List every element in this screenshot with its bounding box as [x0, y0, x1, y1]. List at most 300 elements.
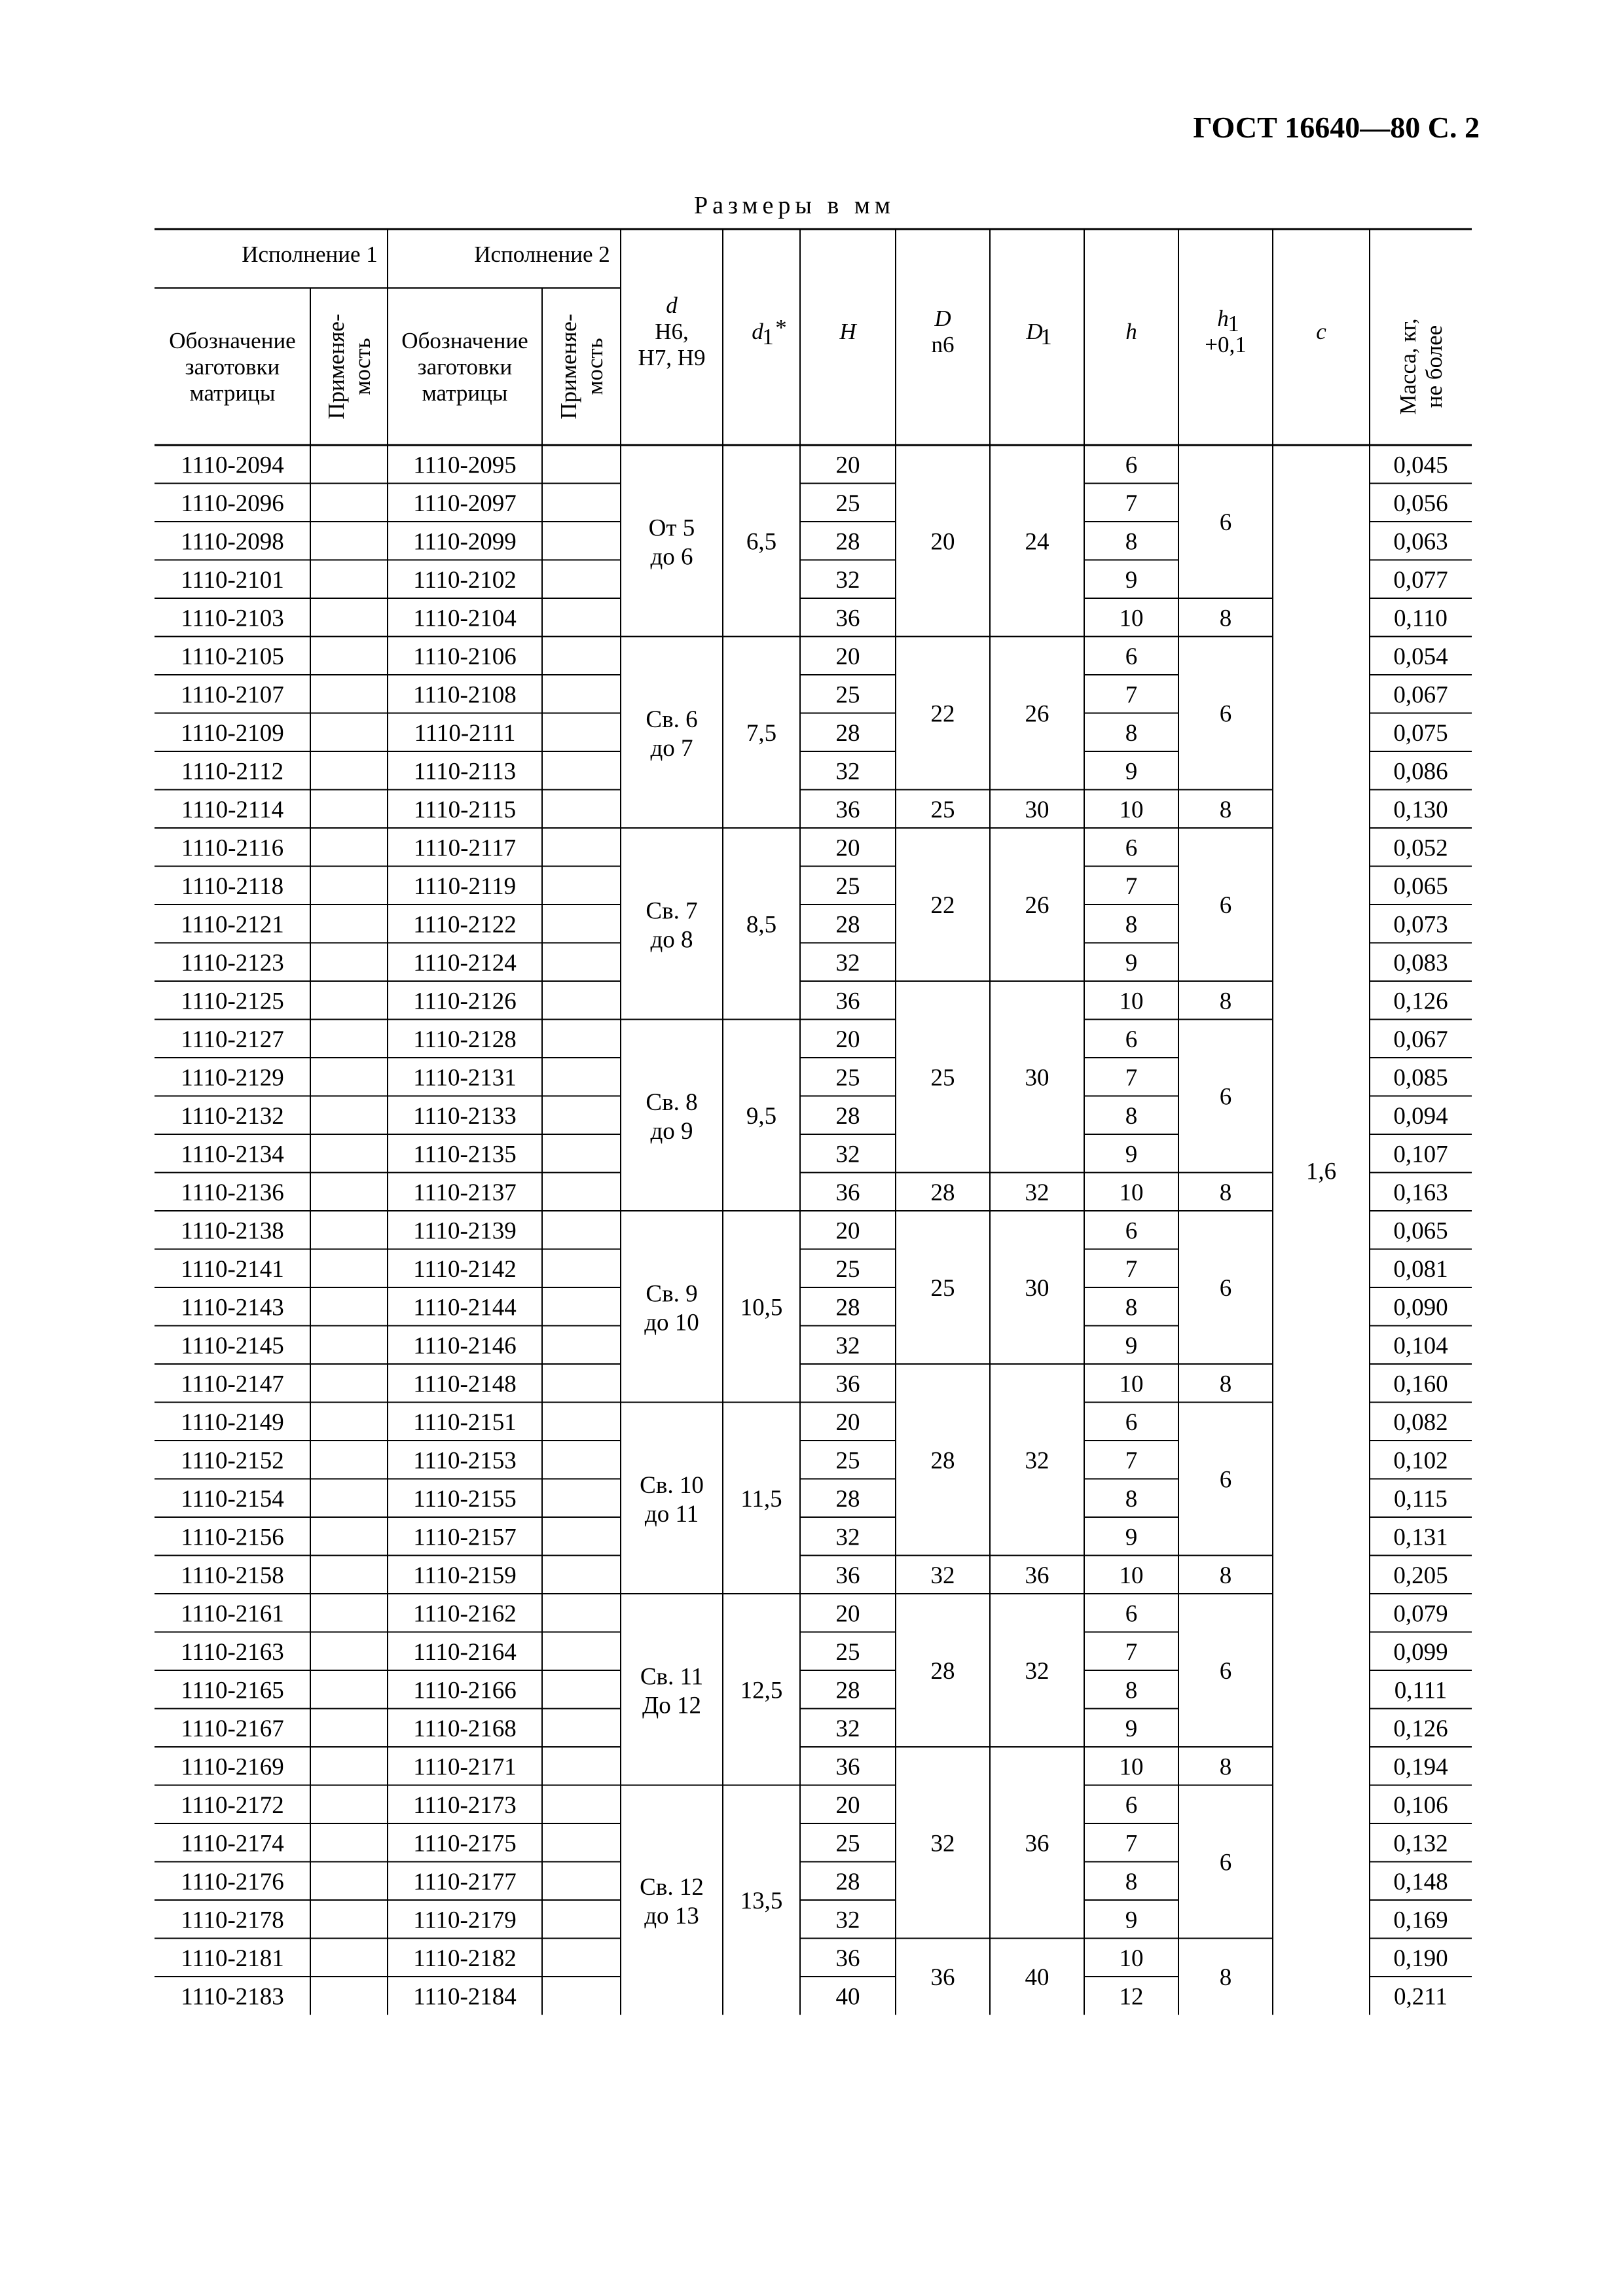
mass-cell: 0,067 — [1393, 1026, 1448, 1053]
designation-2-cell: 1110-2122 — [413, 911, 517, 939]
D-cell: 32 — [930, 1830, 955, 1857]
H-cell: 32 — [835, 1141, 860, 1168]
designation-1-cell: 1110-2125 — [181, 988, 284, 1015]
mass-cell: 0,194 — [1393, 1753, 1448, 1781]
h-cell: 6 — [1125, 1026, 1138, 1053]
designation-2-cell: 1110-2173 — [413, 1791, 517, 1819]
designation-1-cell: 1110-2176 — [181, 1868, 284, 1895]
designation-2-cell: 1110-2168 — [413, 1715, 517, 1742]
H-cell: 25 — [835, 1638, 860, 1666]
D1-cell: 36 — [1025, 1562, 1049, 1589]
mass-cell: 0,190 — [1393, 1945, 1448, 1972]
designation-2-cell: 1110-2119 — [413, 872, 517, 900]
header-D1-sub: 1 — [1040, 324, 1052, 350]
h-cell: 6 — [1125, 1600, 1138, 1628]
mass-cell: 0,082 — [1393, 1408, 1448, 1436]
d1-cell: 7,5 — [746, 719, 777, 747]
h1-cell: 8 — [1219, 1371, 1232, 1398]
header-d1-star: * — [775, 315, 787, 340]
H-cell: 25 — [835, 1255, 860, 1283]
mass-cell: 0,065 — [1393, 1217, 1448, 1245]
H-cell: 25 — [835, 490, 860, 517]
designation-2-cell: 1110-2131 — [413, 1064, 517, 1092]
page-header: ГОСТ 16640—80 С. 2 — [1193, 111, 1480, 144]
designation-2-cell: 1110-2108 — [413, 681, 517, 709]
d1-cell: 6,5 — [746, 528, 777, 556]
mass-cell: 0,102 — [1393, 1447, 1448, 1475]
h-cell: 7 — [1125, 1255, 1138, 1283]
H-cell: 32 — [835, 566, 860, 594]
mass-cell: 0,163 — [1393, 1179, 1448, 1206]
designation-2-cell: 1110-2159 — [413, 1562, 517, 1589]
H-cell: 28 — [835, 1485, 860, 1513]
mass-cell: 0,056 — [1393, 490, 1448, 517]
H-cell: 36 — [835, 1753, 860, 1781]
D1-cell: 30 — [1025, 1064, 1049, 1092]
H-cell: 20 — [835, 1026, 860, 1053]
designation-1-cell: 1110-2103 — [181, 605, 284, 632]
d-range-cell: до 11 — [644, 1500, 699, 1528]
designation-2-cell: 1110-2115 — [413, 796, 517, 823]
h-cell: 8 — [1125, 528, 1138, 556]
designation-2-cell: 1110-2124 — [413, 949, 517, 977]
header-designation-2: матрицы — [422, 380, 508, 406]
h-cell: 10 — [1119, 988, 1144, 1015]
D-cell: 22 — [930, 700, 955, 728]
mass-cell: 0,126 — [1393, 988, 1448, 1015]
mass-cell: 0,067 — [1393, 681, 1448, 709]
d-range-cell: до 7 — [650, 734, 693, 762]
h-cell: 8 — [1125, 1677, 1138, 1704]
mass-cell: 0,065 — [1393, 872, 1448, 900]
mass-cell: 0,111 — [1394, 1677, 1448, 1704]
designation-2-cell: 1110-2113 — [413, 758, 517, 785]
mass-cell: 0,052 — [1393, 834, 1448, 862]
mass-cell: 0,107 — [1393, 1141, 1448, 1168]
designation-2-cell: 1110-2139 — [413, 1217, 517, 1245]
h-cell: 8 — [1125, 911, 1138, 939]
header-h1: h — [1217, 306, 1229, 331]
header-h: h — [1125, 319, 1137, 344]
D-cell: 22 — [930, 892, 955, 919]
H-cell: 36 — [835, 1562, 860, 1589]
designation-1-cell: 1110-2165 — [181, 1677, 284, 1704]
mass-cell: 0,086 — [1393, 758, 1448, 785]
designation-1-cell: 1110-2094 — [181, 452, 284, 479]
h-cell: 9 — [1125, 1715, 1138, 1742]
h1-cell: 8 — [1219, 1562, 1232, 1589]
mass-cell: 0,148 — [1393, 1868, 1448, 1895]
header-designation-1: матрицы — [189, 380, 276, 406]
header-designation-2: заготовки — [417, 354, 513, 380]
D-cell: 28 — [930, 1658, 955, 1685]
designation-1-cell: 1110-2149 — [181, 1408, 284, 1436]
header-applicability-2: Применяе- — [556, 314, 581, 420]
header-mass: не более — [1421, 325, 1447, 408]
designation-2-cell: 1110-2166 — [413, 1677, 517, 1704]
H-cell: 28 — [835, 1294, 860, 1321]
H-cell: 28 — [835, 1102, 860, 1130]
h1-cell: 6 — [1219, 1466, 1232, 1494]
H-cell: 32 — [835, 1332, 860, 1359]
h-cell: 8 — [1125, 1485, 1138, 1513]
designation-1-cell: 1110-2105 — [181, 643, 284, 670]
D-cell: 20 — [930, 528, 955, 556]
designation-2-cell: 1110-2155 — [413, 1485, 517, 1513]
header-H: H — [839, 319, 856, 344]
h-cell: 9 — [1125, 949, 1138, 977]
H-cell: 25 — [835, 681, 860, 709]
h-cell: 10 — [1119, 1753, 1144, 1781]
designation-1-cell: 1110-2158 — [181, 1562, 284, 1589]
header-applicability-2: мость — [582, 338, 608, 395]
h1-cell: 6 — [1219, 700, 1232, 728]
designation-1-cell: 1110-2172 — [181, 1791, 284, 1819]
designation-1-cell: 1110-2107 — [181, 681, 284, 709]
H-cell: 25 — [835, 1830, 860, 1857]
H-cell: 25 — [835, 872, 860, 900]
designation-1-cell: 1110-2098 — [181, 528, 284, 556]
h-cell: 9 — [1125, 1332, 1138, 1359]
h-cell: 9 — [1125, 566, 1138, 594]
designation-1-cell: 1110-2174 — [181, 1830, 284, 1857]
mass-cell: 0,075 — [1393, 719, 1448, 747]
d-range-cell: до 6 — [650, 543, 693, 571]
d-range-cell: Св. 10 — [640, 1471, 704, 1499]
h-cell: 6 — [1125, 1408, 1138, 1436]
header-ispolnenie-1: Исполнение 1 — [242, 242, 378, 267]
mass-cell: 0,211 — [1394, 1983, 1448, 2011]
designation-2-cell: 1110-2148 — [413, 1371, 517, 1398]
d1-cell: 8,5 — [746, 911, 777, 939]
designation-2-cell: 1110-2177 — [413, 1868, 517, 1895]
header-D: D — [934, 306, 951, 331]
H-cell: 32 — [835, 1907, 860, 1934]
h-cell: 8 — [1125, 1868, 1138, 1895]
h-cell: 7 — [1125, 1830, 1138, 1857]
H-cell: 36 — [835, 605, 860, 632]
header-applicability-1: мость — [350, 338, 375, 395]
D1-cell: 26 — [1025, 700, 1049, 728]
designation-2-cell: 1110-2162 — [413, 1600, 517, 1628]
header-d-tolerance: Н7, Н9 — [638, 345, 706, 370]
H-cell: 36 — [835, 988, 860, 1015]
D-cell: 25 — [930, 1064, 955, 1092]
H-cell: 20 — [835, 452, 860, 479]
h-cell: 10 — [1119, 796, 1144, 823]
header-h1-sub: 1 — [1228, 311, 1239, 336]
header-designation-2: Обозначение — [401, 328, 528, 353]
D1-cell: 24 — [1025, 528, 1049, 556]
d-range-cell: до 10 — [644, 1309, 699, 1336]
h-cell: 7 — [1125, 681, 1138, 709]
h1-cell: 8 — [1219, 796, 1232, 823]
H-cell: 32 — [835, 1715, 860, 1742]
mass-cell: 0,132 — [1393, 1830, 1448, 1857]
h-cell: 12 — [1119, 1983, 1144, 2011]
H-cell: 36 — [835, 1179, 860, 1206]
H-cell: 28 — [835, 1677, 860, 1704]
mass-cell: 0,099 — [1393, 1638, 1448, 1666]
d-range-cell: Св. 11 — [640, 1663, 704, 1691]
designation-1-cell: 1110-2134 — [181, 1141, 284, 1168]
D-cell: 32 — [930, 1562, 955, 1589]
D1-cell: 26 — [1025, 892, 1049, 919]
designation-1-cell: 1110-2178 — [181, 1907, 284, 1934]
d1-cell: 9,5 — [746, 1102, 777, 1130]
D1-cell: 32 — [1025, 1658, 1049, 1685]
mass-cell: 0,126 — [1393, 1715, 1448, 1742]
designation-1-cell: 1110-2096 — [181, 490, 284, 517]
designation-2-cell: 1110-2104 — [413, 605, 517, 632]
h-cell: 9 — [1125, 1141, 1138, 1168]
designation-1-cell: 1110-2141 — [181, 1255, 284, 1283]
H-cell: 28 — [835, 719, 860, 747]
H-cell: 20 — [835, 1217, 860, 1245]
designation-2-cell: 1110-2099 — [413, 528, 517, 556]
h1-cell: 6 — [1219, 509, 1232, 536]
H-cell: 20 — [835, 1600, 860, 1628]
mass-cell: 0,079 — [1393, 1600, 1448, 1628]
H-cell: 20 — [835, 1408, 860, 1436]
designation-2-cell: 1110-2133 — [413, 1102, 517, 1130]
H-cell: 36 — [835, 1945, 860, 1972]
h-cell: 10 — [1119, 1371, 1144, 1398]
h-cell: 9 — [1125, 1524, 1138, 1551]
H-cell: 28 — [835, 528, 860, 556]
mass-cell: 0,131 — [1393, 1524, 1448, 1551]
designation-1-cell: 1110-2109 — [181, 719, 284, 747]
mass-cell: 0,073 — [1393, 911, 1448, 939]
d-range-cell: до 9 — [650, 1117, 693, 1145]
mass-cell: 0,083 — [1393, 949, 1448, 977]
designation-1-cell: 1110-2161 — [181, 1600, 284, 1628]
D1-cell: 40 — [1025, 1964, 1049, 1991]
D1-cell: 32 — [1025, 1179, 1049, 1206]
mass-cell: 0,115 — [1394, 1485, 1448, 1513]
mass-cell: 0,094 — [1393, 1102, 1448, 1130]
designation-1-cell: 1110-2183 — [181, 1983, 284, 2011]
D-cell: 28 — [930, 1447, 955, 1475]
header-ispolnenie-2: Исполнение 2 — [474, 242, 610, 267]
mass-cell: 0,085 — [1393, 1064, 1448, 1092]
c-cell: 1,6 — [1305, 1158, 1337, 1185]
designation-2-cell: 1110-2157 — [413, 1524, 517, 1551]
sizes-caption: Размеры в мм — [694, 192, 895, 219]
header-designation-1: Обозначение — [169, 328, 296, 353]
designation-1-cell: 1110-2123 — [181, 949, 284, 977]
D1-cell: 36 — [1025, 1830, 1049, 1857]
h-cell: 9 — [1125, 1907, 1138, 1934]
d-range-cell: до 13 — [644, 1903, 699, 1929]
d-range-cell: до 8 — [650, 926, 693, 954]
designation-2-cell: 1110-2142 — [413, 1255, 517, 1283]
h-cell: 7 — [1125, 1447, 1138, 1475]
d-range-cell: Св. 6 — [646, 706, 698, 733]
designation-1-cell: 1110-2156 — [181, 1524, 284, 1551]
designation-2-cell: 1110-2111 — [414, 719, 516, 747]
designation-1-cell: 1110-2132 — [181, 1102, 284, 1130]
designation-1-cell: 1110-2127 — [181, 1026, 284, 1053]
header-applicability-1: Применяе- — [323, 314, 349, 420]
H-cell: 32 — [835, 758, 860, 785]
d-range-cell: Св. 9 — [646, 1280, 698, 1308]
header-D1: D — [1026, 319, 1043, 344]
mass-cell: 0,045 — [1393, 452, 1448, 479]
h1-cell: 6 — [1219, 1849, 1232, 1876]
h-cell: 6 — [1125, 834, 1138, 862]
header-c: c — [1316, 319, 1326, 344]
h1-cell: 6 — [1219, 1083, 1232, 1111]
designation-1-cell: 1110-2163 — [181, 1638, 284, 1666]
designation-1-cell: 1110-2154 — [181, 1485, 284, 1513]
designation-1-cell: 1110-2167 — [181, 1715, 284, 1742]
designation-1-cell: 1110-2143 — [181, 1294, 284, 1321]
designation-2-cell: 1110-2097 — [413, 490, 517, 517]
mass-cell: 0,160 — [1393, 1371, 1448, 1398]
D-cell: 28 — [930, 1179, 955, 1206]
H-cell: 25 — [835, 1447, 860, 1475]
h-cell: 8 — [1125, 1294, 1138, 1321]
h-cell: 10 — [1119, 1179, 1144, 1206]
designation-2-cell: 1110-2146 — [413, 1332, 517, 1359]
mass-cell: 0,205 — [1393, 1562, 1448, 1589]
header-d1-sub: 1 — [762, 324, 774, 350]
h-cell: 7 — [1125, 490, 1138, 517]
h1-cell: 6 — [1219, 1658, 1232, 1685]
h-cell: 10 — [1119, 605, 1144, 632]
mass-cell: 0,063 — [1393, 528, 1448, 556]
designation-1-cell: 1110-2101 — [181, 566, 284, 594]
designation-1-cell: 1110-2129 — [181, 1064, 284, 1092]
h-cell: 6 — [1125, 643, 1138, 670]
d-range-cell: Св. 8 — [646, 1088, 698, 1116]
mass-cell: 0,130 — [1393, 796, 1448, 823]
D1-cell: 32 — [1025, 1447, 1049, 1475]
h1-cell: 8 — [1219, 1753, 1232, 1781]
designation-2-cell: 1110-2175 — [413, 1830, 517, 1857]
designation-2-cell: 1110-2164 — [413, 1638, 517, 1666]
designation-1-cell: 1110-2181 — [181, 1945, 284, 1972]
designation-1-cell: 1110-2136 — [181, 1179, 284, 1206]
designation-1-cell: 1110-2147 — [181, 1371, 284, 1398]
h-cell: 6 — [1125, 452, 1138, 479]
designation-1-cell: 1110-2121 — [181, 911, 284, 939]
designation-2-cell: 1110-2151 — [413, 1408, 517, 1436]
h-cell: 6 — [1125, 1791, 1138, 1819]
D-cell: 36 — [930, 1964, 955, 1991]
H-cell: 32 — [835, 1524, 860, 1551]
header-h1-tolerance: +0,1 — [1205, 332, 1247, 357]
header-d1: d — [752, 319, 763, 344]
d-range-cell: Св. 7 — [646, 897, 698, 925]
mass-cell: 0,077 — [1393, 566, 1448, 594]
designation-1-cell: 1110-2114 — [181, 796, 284, 823]
header-d-tolerance: Н6, — [655, 319, 689, 344]
d-range-cell: До 12 — [642, 1692, 701, 1719]
H-cell: 20 — [835, 834, 860, 862]
header-mass: Масса, кг, — [1395, 318, 1421, 415]
designation-2-cell: 1110-2171 — [413, 1753, 517, 1781]
mass-cell: 0,169 — [1393, 1907, 1448, 1934]
header-d: d — [666, 293, 678, 318]
h-cell: 7 — [1125, 1064, 1138, 1092]
d-range-cell: От 5 — [648, 514, 695, 542]
mass-cell: 0,054 — [1393, 643, 1448, 670]
designation-2-cell: 1110-2095 — [413, 452, 517, 479]
designation-2-cell: 1110-2128 — [413, 1026, 517, 1053]
designation-2-cell: 1110-2184 — [413, 1983, 517, 2011]
H-cell: 40 — [835, 1983, 860, 2011]
d1-cell: 12,5 — [740, 1677, 783, 1704]
h-cell: 8 — [1125, 719, 1138, 747]
designation-2-cell: 1110-2117 — [413, 834, 517, 862]
h-cell: 9 — [1125, 758, 1138, 785]
h1-cell: 6 — [1219, 892, 1232, 919]
h1-cell: 8 — [1219, 988, 1232, 1015]
H-cell: 25 — [835, 1064, 860, 1092]
h1-cell: 8 — [1219, 1179, 1232, 1206]
designation-2-cell: 1110-2135 — [413, 1141, 517, 1168]
designation-2-cell: 1110-2126 — [413, 988, 517, 1015]
designation-2-cell: 1110-2153 — [413, 1447, 517, 1475]
H-cell: 28 — [835, 1868, 860, 1895]
H-cell: 36 — [835, 796, 860, 823]
mass-cell: 0,110 — [1394, 605, 1448, 632]
D1-cell: 30 — [1025, 1275, 1049, 1302]
designation-1-cell: 1110-2118 — [181, 872, 284, 900]
mass-cell: 0,081 — [1393, 1255, 1448, 1283]
H-cell: 36 — [835, 1371, 860, 1398]
header-designation-1: заготовки — [185, 354, 280, 380]
H-cell: 20 — [835, 643, 860, 670]
h-cell: 7 — [1125, 1638, 1138, 1666]
h-cell: 6 — [1125, 1217, 1138, 1245]
designation-2-cell: 1110-2106 — [413, 643, 517, 670]
d1-cell: 13,5 — [740, 1888, 783, 1914]
H-cell: 20 — [835, 1791, 860, 1819]
D-cell: 25 — [930, 796, 955, 823]
d1-cell: 10,5 — [740, 1294, 783, 1321]
h1-cell: 8 — [1219, 605, 1232, 632]
designation-1-cell: 1110-2138 — [181, 1217, 284, 1245]
mass-cell: 0,104 — [1393, 1332, 1448, 1359]
designation-2-cell: 1110-2137 — [413, 1179, 517, 1206]
h-cell: 8 — [1125, 1102, 1138, 1130]
designation-2-cell: 1110-2102 — [413, 566, 517, 594]
designation-2-cell: 1110-2144 — [413, 1294, 517, 1321]
H-cell: 28 — [835, 911, 860, 939]
H-cell: 32 — [835, 949, 860, 977]
D-cell: 25 — [930, 1275, 955, 1302]
designation-1-cell: 1110-2169 — [181, 1753, 284, 1781]
d-range-cell: Св. 12 — [640, 1874, 704, 1901]
h-cell: 7 — [1125, 872, 1138, 900]
h-cell: 10 — [1119, 1945, 1144, 1972]
d1-cell: 11,5 — [740, 1485, 782, 1513]
mass-cell: 0,106 — [1393, 1791, 1448, 1819]
h1-cell: 8 — [1219, 1964, 1232, 1991]
designation-2-cell: 1110-2179 — [413, 1907, 517, 1934]
designation-1-cell: 1110-2145 — [181, 1332, 284, 1359]
designation-1-cell: 1110-2116 — [181, 834, 284, 862]
D1-cell: 30 — [1025, 796, 1049, 823]
h1-cell: 6 — [1219, 1275, 1232, 1302]
designation-2-cell: 1110-2182 — [413, 1945, 517, 1972]
designation-1-cell: 1110-2152 — [181, 1447, 284, 1475]
h-cell: 10 — [1119, 1562, 1144, 1589]
designation-1-cell: 1110-2112 — [181, 758, 284, 785]
